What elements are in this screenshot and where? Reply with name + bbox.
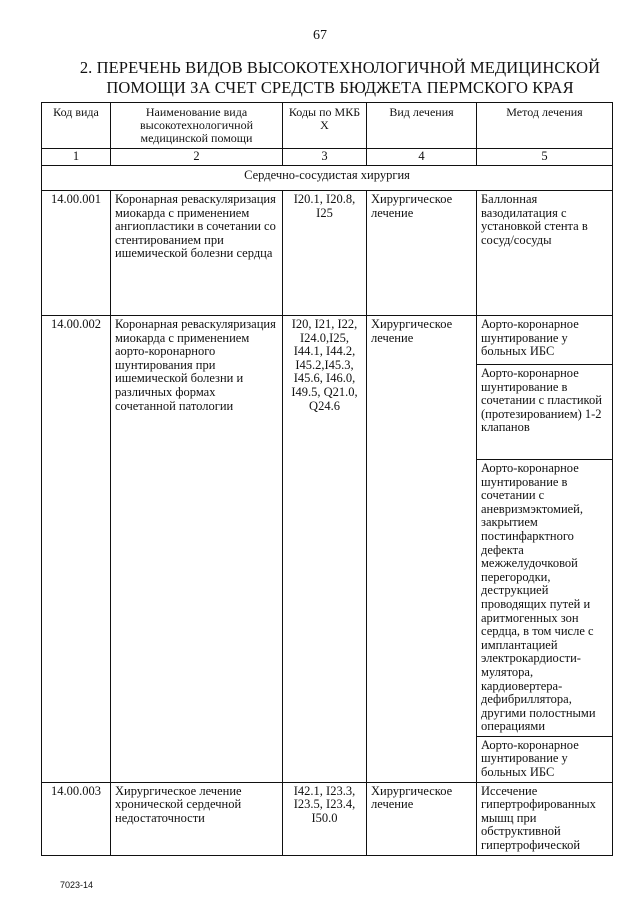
page-title [60,58,620,98]
column-number-row [42,149,613,166]
header-row [42,103,613,149]
title-line-2: ПОМОЩИ ЗА СЧЕТ СРЕДСТВ БЮДЖЕТА ПЕРМСКОГО КРАЯ [106,78,574,97]
row-method: Баллонная вазодилатация с установкой стента в сосуд/сосуды [477,191,613,316]
column-number: 5 [477,149,613,166]
row-code: 14.00.003 [42,782,111,855]
row-code: 14.00.001 [42,191,111,316]
services-table [41,102,613,856]
row-code: 14.00.002 [42,316,111,783]
row-treatment: Хирургическое лечение [367,191,477,316]
row-treatment: Хирургическое лечение [367,316,477,783]
row-method: Аорто-коронарное шунтирование в сочетании с аневризмэктомией, закрытием постинфарктного дефекта межжелудочковой перегородки, деструкцией проводящих путей и аритмогенных зон сердца, в том числе с имплантацией электрокардиости-мулятора, кардиовертера-дефибриллятора, другими полостными операциями [477,460,613,737]
table-row [42,316,613,365]
column-number: 3 [283,149,367,166]
title-line-1: 2. ПЕРЕЧЕНЬ ВИДОВ ВЫСОКОТЕХНОЛОГИЧНОЙ МЕДИЦИНСКОЙ [79,58,601,77]
section-title: Сердечно-сосудистая хирургия [42,166,613,191]
row-treatment: Хирургическое лечение [367,782,477,855]
row-method: Аорто-коронарное шунтирование в сочетании с пластикой (протезированием) 1-2 клапанов [477,365,613,460]
row-icd-codes: I20, I21, I22, I24.0,I25, I44.1, I44.2, I45.2,I45.3, I45.6, I46.0, I49.5, Q21.0, Q24.6 [283,316,367,783]
row-name: Коронарная реваскуляризация миокарда с применением аорто-коронарного шунтирования при ишемической болезни и различных формах сочетанной патологии [111,316,283,783]
table-row [42,782,613,855]
column-number: 1 [42,149,111,166]
row-icd-codes: I42.1, I23.3, I23.5, I23.4, I50.0 [283,782,367,855]
column-number: 4 [367,149,477,166]
column-number: 2 [111,149,283,166]
row-method: Аорто-коронарное шунтирование у больных ИБС [477,736,613,782]
header-code: Код вида [42,103,111,149]
page-number: 67 [313,28,327,43]
row-method: Иссечение гипертрофированных мышц при обструктивной гипертрофической [477,782,613,855]
header-treatment: Вид лечения [367,103,477,149]
footer-mark: 7023-14 [60,880,94,890]
row-method: Аорто-коронарное шунтирование у больных ИБС [477,316,613,365]
row-name: Хирургическое лечение хронической сердечной недостаточности [111,782,283,855]
header-icd-codes: Коды по МКБ X [283,103,367,149]
row-icd-codes: I20.1, I20.8, I25 [283,191,367,316]
row-name: Коронарная реваскуляризация миокарда с применением ангиопластики в сочетании со стентированием при ишемической болезни сердца [111,191,283,316]
table-row [42,191,613,316]
header-method: Метод лечения [477,103,613,149]
section-row [42,166,613,191]
header-name: Наименование вида высокотехнологичной медицинской помощи [111,103,283,149]
